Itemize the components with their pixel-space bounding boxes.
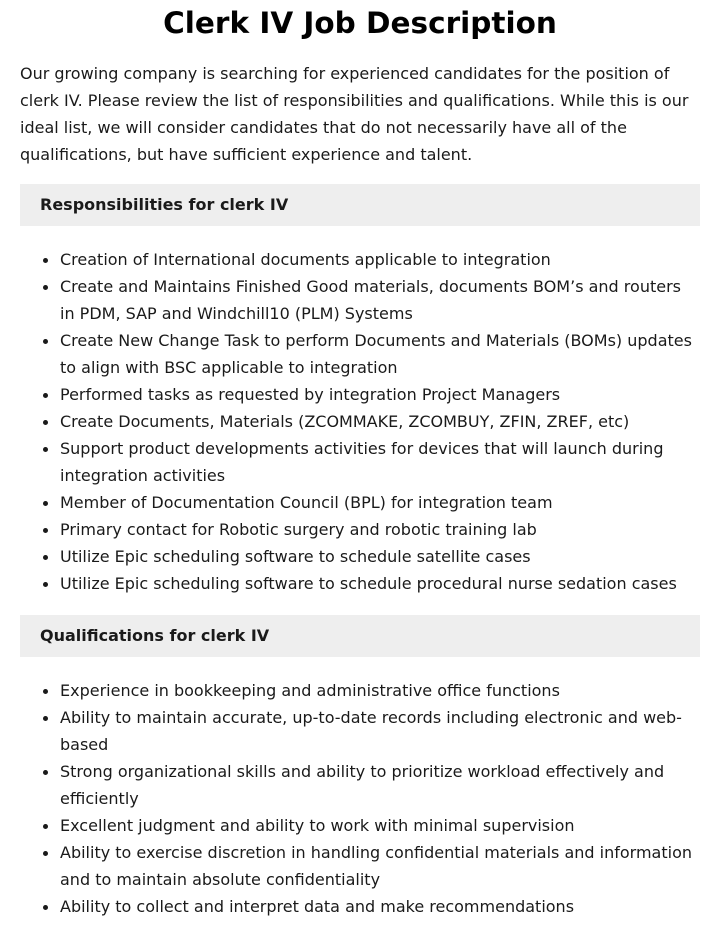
list-item: Ability to collect and interpret data and make recommendations (60, 893, 700, 920)
list-item: Ability to exercise discretion in handling confidential materials and information and to maintain absolute confidentiality (60, 839, 700, 893)
list-item: Create and Maintains Finished Good materials, documents BOM’s and routers in PDM, SAP and Windchill10 (PLM) Systems (60, 273, 700, 327)
list-item: Performed tasks as requested by integration Project Managers (60, 381, 700, 408)
list-item: Ability to maintain accurate, up-to-date records including electronic and web-based (60, 704, 700, 758)
list-item: Create New Change Task to perform Documents and Materials (BOMs) updates to align with BSC applicable to integration (60, 327, 700, 381)
list-item: Support product developments activities for devices that will launch during integration activities (60, 435, 700, 489)
responsibilities-heading: Responsibilities for clerk IV (20, 184, 700, 226)
list-item: Member of Documentation Council (BPL) for integration team (60, 489, 700, 516)
list-item: Excellent judgment and ability to work with minimal supervision (60, 812, 700, 839)
qualifications-list (20, 677, 700, 920)
list-item: Experience in bookkeeping and administrative office functions (60, 677, 700, 704)
list-item: Utilize Epic scheduling software to schedule satellite cases (60, 543, 700, 570)
list-item: Primary contact for Robotic surgery and robotic training lab (60, 516, 700, 543)
list-item: Utilize Epic scheduling software to schedule procedural nurse sedation cases (60, 570, 700, 597)
page-title: Clerk IV Job Description (163, 6, 557, 40)
list-item: Create Documents, Materials (ZCOMMAKE, ZCOMBUY, ZFIN, ZREF, etc) (60, 408, 700, 435)
responsibilities-list (20, 246, 700, 597)
list-item: Creation of International documents applicable to integration (60, 246, 700, 273)
intro-paragraph: Our growing company is searching for experienced candidates for the position of clerk IV. Please review the list of responsibilities and qualifications. While this is our ideal list, we will consider candidates that do not necessarily have all of the qualifications, but have sufficient experience and talent. (20, 64, 689, 164)
qualifications-heading: Qualifications for clerk IV (20, 615, 700, 657)
list-item: Strong organizational skills and ability to prioritize workload effectively and efficiently (60, 758, 700, 812)
